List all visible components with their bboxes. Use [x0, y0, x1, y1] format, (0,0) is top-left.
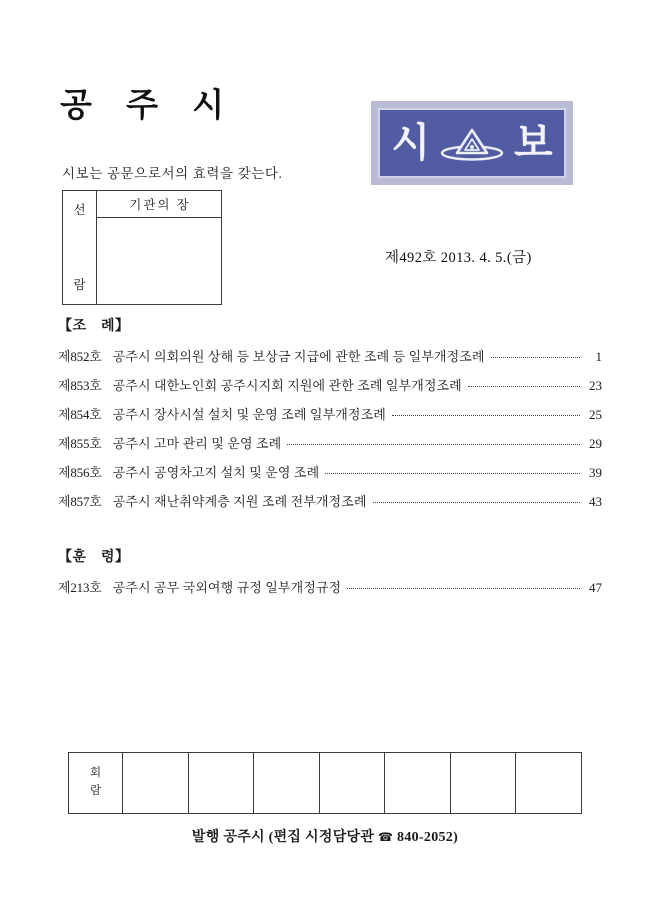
circulation-empty-cell[interactable]	[254, 753, 320, 813]
toc-dot-leader	[287, 444, 580, 445]
toc-entry-number: 제857호	[58, 494, 102, 509]
toc-entry-number: 제213호	[58, 580, 102, 595]
circulation-label-bottom: 람	[89, 785, 102, 797]
masthead	[0, 0, 650, 300]
toc-entry-title: 공주시 공무 국외여행 규정 일부개정규정	[112, 580, 342, 595]
toc-entry-number: 제853호	[58, 378, 102, 393]
circulation-empty-cell[interactable]	[516, 753, 581, 813]
toc-dot-leader	[325, 473, 580, 474]
toc-entry[interactable]	[58, 491, 602, 510]
toc-entry-title: 공주시 의회의원 상해 등 보상금 지급에 관한 조례 등 일부개정조례	[112, 349, 485, 364]
toc-entry-page: 25	[589, 407, 602, 422]
sibo-logo	[371, 101, 573, 185]
toc-entry-page: 47	[589, 580, 602, 595]
mountain-water-emblem	[440, 124, 504, 164]
toc-section	[0, 546, 650, 596]
toc-dot-leader	[392, 415, 580, 416]
toc-entry-number: 제852호	[58, 349, 102, 364]
toc-dot-leader	[468, 386, 580, 387]
circulation-empty-cell[interactable]	[451, 753, 517, 813]
toc-entry-title: 공주시 재난취약계층 지원 조례 전부개정조례	[112, 494, 367, 509]
circulation-table	[68, 752, 582, 814]
toc-section-title: 【훈 령】	[58, 550, 130, 565]
issue-number-and-date: 제492호 2013. 4. 5.(금)	[385, 250, 532, 266]
approval-table-header: 기관의 장	[97, 191, 221, 218]
approval-table-content-column	[97, 191, 221, 304]
telephone-icon: ☎	[377, 830, 394, 844]
toc-entry-page: 1	[595, 349, 602, 364]
toc-entry-title: 공주시 고마 관리 및 운영 조례	[112, 436, 282, 451]
circulation-empty-cell[interactable]	[123, 753, 189, 813]
logo-char-si: 시	[391, 121, 430, 165]
logo-char-bo: 보	[514, 121, 553, 165]
toc-entry[interactable]	[58, 462, 602, 481]
approval-table-signature-area	[97, 218, 221, 304]
sibo-logo-field	[378, 108, 566, 178]
toc-dot-leader	[347, 588, 580, 589]
toc-dot-leader	[491, 357, 580, 358]
toc-entry-title: 공주시 장사시설 설치 및 운영 조례 일부개정조례	[112, 407, 386, 422]
toc-entry-page: 39	[589, 465, 602, 480]
toc-entry-number: 제856호	[58, 465, 102, 480]
approval-table	[62, 190, 222, 305]
toc-entry-page: 23	[589, 378, 602, 393]
tagline: 시보는 공문으로서의 효력을 갖는다.	[62, 166, 283, 181]
toc-section-gap	[0, 520, 650, 546]
footer-publisher: 발행 공주시 (편집 시정담당관	[191, 830, 375, 845]
circulation-empty-cell[interactable]	[320, 753, 386, 813]
circulation-empty-cell[interactable]	[189, 753, 255, 813]
toc-entry-page: 43	[589, 494, 602, 509]
toc-section-title: 【조 례】	[58, 319, 130, 334]
toc-section	[0, 315, 650, 510]
circulation-label-cell	[69, 753, 123, 813]
circulation-empty-cell[interactable]	[385, 753, 451, 813]
toc-entry[interactable]	[58, 346, 602, 365]
approval-label-bottom: 람	[73, 278, 86, 292]
toc-entry-number: 제855호	[58, 436, 102, 451]
footer-phone: 840-2052)	[397, 830, 459, 845]
table-of-contents	[0, 315, 650, 606]
toc-entry[interactable]	[58, 404, 602, 423]
toc-entry-title: 공주시 공영차고지 설치 및 운영 조례	[112, 465, 320, 480]
toc-entry-page: 29	[589, 436, 602, 451]
toc-entry-number: 제854호	[58, 407, 102, 422]
approval-table-label-column	[63, 191, 97, 304]
toc-entry[interactable]	[58, 375, 602, 394]
toc-dot-leader	[373, 502, 580, 503]
approval-label-top: 선	[73, 203, 86, 217]
toc-entry[interactable]	[58, 433, 602, 452]
circulation-label-top: 회	[89, 767, 102, 780]
footer	[0, 826, 650, 846]
page-title: 공 주 시	[60, 88, 238, 124]
toc-entry[interactable]	[58, 577, 602, 596]
toc-entry-title: 공주시 대한노인회 공주시지회 지원에 관한 조례 일부개정조례	[112, 378, 462, 393]
